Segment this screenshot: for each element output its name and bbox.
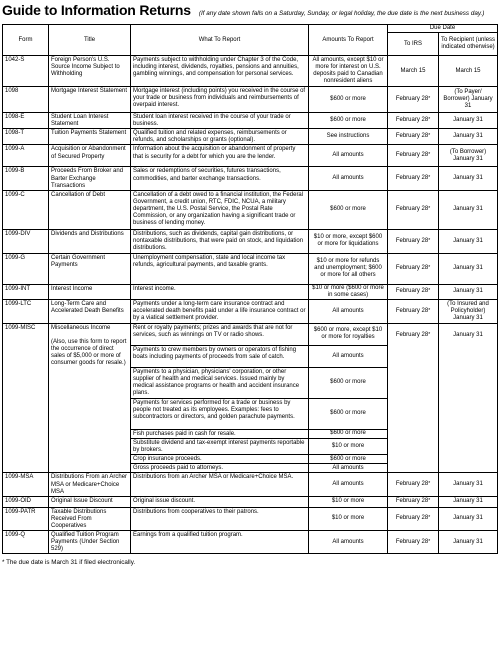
due-to-recipient-text: January 31 [453,538,483,545]
what-to-report-text: Distributions, such as dividends, capital gain distributions, or nontaxable distributions, that were paid on stock, and liquidation distributions. [133,230,304,251]
form-number [3,87,49,113]
what-to-report [131,455,309,464]
due-to-irs [388,507,439,530]
due-to-irs [388,530,439,553]
form-title [49,229,131,253]
what-to-report [131,439,309,455]
header-due-date: Due Date [388,25,498,33]
due-to-irs-text: February 28 [395,96,429,103]
amount-to-report [309,455,388,464]
form-title-text: Tuition Payments Statement [51,130,127,137]
form-title-text: Interest Income [51,285,93,292]
form-number-text: 1098-T [5,130,25,137]
due-to-irs-text: February 28 [395,175,429,182]
form-title-text: Acquisition or Abandonment of Secured Property [51,146,126,160]
what-to-report-text: Payments for services performed for a trade or business by people not treated as its employees. Examples: fees to subcontractors or directors, and golden parachute payments. [133,399,295,421]
due-to-irs [388,145,439,167]
form-title [49,167,131,190]
due-to-recipient-text: (To Payer/ Borrower) January 31 [443,88,493,110]
due-to-recipient-text: January 31 [453,331,483,338]
amount-to-report [309,113,388,129]
page-title: Guide to Information Returns [2,2,191,18]
asterisk-mark: * [428,117,431,124]
what-to-report-text: Rent or royalty payments; prizes and awards that are not for services, such as winnings on TV or radio shows. [133,324,293,339]
amount-to-report [309,167,388,190]
asterisk-mark: * [428,288,431,295]
form-number-text: 1099-DIV [5,230,31,237]
due-to-irs-text: February 28 [395,288,429,295]
amount-to-report [309,299,388,323]
amount-to-report-text: All amounts [332,538,364,545]
amount-to-report [309,530,388,553]
form-title-text: Student Loan Interest Statement [51,114,109,128]
what-to-report-text: Payments to a physician, physicians' corporation, or other supplier of health and medical services. Issued mainly by medical assistance programs or health and accident insurance plans. [133,368,300,397]
due-to-recipient-text: (To Insured and Policyholder) January 31 [447,300,489,321]
what-to-report-text: Cancellation of a debt owed to a financial institution, the Federal Government, a credit union, RTC, FDIC, NCUA, a military department, the U.S. Postal Service, the Postal Rate Commission, or any organization having a significant trade or business of lending money. [133,191,304,227]
amount-to-report-text: $10 or more ($600 or more in some cases) [312,284,384,298]
due-to-recipient [439,190,498,229]
form-number-text: 1042-S [5,57,25,64]
amount-to-report-text: $10 or more [331,443,365,450]
due-to-irs [388,56,439,87]
amount-to-report-text: $600 or more [330,117,366,124]
what-to-report-text: Payments under a long-term care insurance contract and accelerated death benefits paid under a life insurance contract or by a viatical settlement provider. [133,300,306,322]
form-number-text: 1099-B [5,168,25,175]
what-to-report-text: Distributions from an Archer MSA or Medicare+Choice MSA. [133,474,294,481]
what-to-report [131,367,309,398]
form-number [3,253,49,284]
what-to-report-text: Substitute dividend and tax-exempt interest payments reportable by brokers. [133,440,305,454]
due-to-recipient [439,473,498,496]
table-row [3,473,498,496]
due-to-irs-text: February 28 [395,237,429,244]
form-number-text: 1098 [5,88,19,95]
form-number [3,299,49,323]
what-to-report-text: Mortgage interest (including points) you received in the course of your trade or business from individuals and reimbursements of overpaid interest. [133,88,306,109]
amount-to-report [309,464,388,473]
table-row [3,284,498,299]
form-title [49,530,131,553]
form-number-text: 1099-A [5,146,25,153]
due-to-irs [388,323,439,472]
what-to-report [131,507,309,530]
due-to-recipient [439,167,498,190]
amount-to-report [309,284,388,299]
asterisk-mark: * [428,538,431,545]
form-number [3,507,49,530]
amount-to-report [309,473,388,496]
what-to-report [131,56,309,87]
header-title: Title [49,25,131,56]
table-body [3,56,498,554]
form-number [3,496,49,507]
form-title-text: Dividends and Distributions [51,230,124,237]
form-number-text: 1099-LTC [5,300,32,307]
form-title-text: Mortgage Interest Statement [51,88,128,95]
form-title-text: Foreign Person's U.S. Source Income Subject to Withholding [51,57,120,78]
asterisk-mark: * [428,96,431,103]
due-to-irs [388,253,439,284]
due-to-recipient [439,253,498,284]
due-to-recipient-text: January 31 [453,117,483,124]
what-to-report-text: Payments subject to withholding under Chapter 3 of the Code, including interest, dividends, royalties, pensions and annuities, gambling winnings, and compensation for personal services. [133,57,299,78]
header-what-to-report: What To Report [131,25,309,56]
amount-to-report-text: All amounts [332,481,364,487]
form-title-text: Original Issue Discount [51,497,113,504]
table-row [3,253,498,284]
form-number-text: 1099-G [5,254,26,261]
form-title-text: Miscellaneous Income [51,324,111,331]
form-title [49,253,131,284]
form-number [3,229,49,253]
form-number [3,323,49,472]
what-to-report [131,145,309,167]
amount-to-report-text: $600 or more, except $10 or more for royalties [313,327,383,341]
due-to-irs [388,129,439,145]
what-to-report [131,190,309,229]
table-row [3,87,498,113]
amount-to-report-text: All amounts [332,352,364,359]
form-title-text: Certain Government Payments [51,254,106,268]
due-to-recipient [439,113,498,129]
what-to-report-text: Distributions from cooperatives to their patrons. [133,508,259,515]
what-to-report-text: Qualified tuition and related expenses, reimbursements or refunds, and scholarships or grants (optional). [133,130,287,144]
table-row [3,145,498,167]
form-number [3,530,49,553]
table-row [3,323,498,345]
due-to-recipient-text: January 31 [453,133,483,140]
due-to-recipient [439,284,498,299]
form-title-text: Qualified Tuition Program Payments (Under Section 529) [51,531,120,553]
form-title-text: Long-Term Care and Accelerated Death Benefits [51,300,124,315]
what-to-report-text: Unemployment compensation, state and local income tax refunds, agricultural payments, and taxable grants. [133,254,286,268]
table-header [3,25,498,56]
amount-to-report [309,367,388,398]
due-to-recipient [439,496,498,507]
form-number-text: 1099-MSA [5,474,34,481]
asterisk-mark: * [428,481,431,487]
due-to-recipient-text: January 31 [453,288,483,295]
amount-to-report-text: All amounts [332,175,364,182]
form-number-text: 1099-Q [5,531,26,538]
amount-to-report [309,429,388,438]
what-to-report [131,473,309,496]
what-to-report [131,323,309,345]
due-to-recipient [439,323,498,472]
amount-to-report [309,323,388,345]
what-to-report [131,113,309,129]
amount-to-report [309,507,388,530]
asterisk-mark: * [428,265,431,272]
amount-to-report-text: All amounts [332,307,364,314]
amount-to-report [309,345,388,367]
due-to-recipient-text: March 15 [455,67,481,74]
asterisk-mark: * [428,206,431,213]
due-to-recipient [439,507,498,530]
form-number [3,56,49,87]
due-to-irs [388,87,439,113]
information-returns-table [2,24,498,554]
amount-to-report-text: $10 or more for refunds and unemployment; $600 or more for all others [314,258,382,279]
what-to-report-text: Crop insurance proceeds. [133,456,202,463]
table-row [3,56,498,87]
amount-to-report-text: $10 or more, except $600 or more for liquidations [313,234,383,248]
what-to-report-text: Information about the acquisition or abandonment of property that is security for a debt for which you are the lender. [133,146,296,160]
due-to-irs-text: February 28 [395,498,429,505]
what-to-report [131,284,309,299]
due-to-recipient [439,56,498,87]
what-to-report-text: Earnings from a qualified tuition program. [133,531,243,538]
due-to-irs-text: February 28 [395,481,429,487]
due-to-recipient-text: January 31 [453,175,483,182]
due-to-irs-text: February 28 [395,117,429,124]
due-to-irs-text: March 15 [400,67,426,74]
due-to-irs-text: February 28 [395,307,429,314]
table-row [3,129,498,145]
form-number-text: 1098-E [5,114,25,121]
form-title [49,56,131,87]
what-to-report [131,345,309,367]
what-to-report [131,464,309,473]
asterisk-mark: * [428,133,431,140]
form-title [49,284,131,299]
due-to-irs [388,229,439,253]
form-number-text: 1099-INT [5,285,31,292]
form-number [3,284,49,299]
misc-note: (Also, use this form to report the occurrence of direct sales of $5,000 or more of consumer goods for resale.) [51,339,127,367]
due-to-recipient-text: January 31 [453,481,483,487]
amount-to-report [309,145,388,167]
what-to-report [131,496,309,507]
what-to-report [131,129,309,145]
form-title [49,507,131,530]
amount-to-report-text: $600 or more [330,455,366,462]
what-to-report [131,398,309,429]
due-to-irs-text: February 28 [395,152,429,159]
form-title [49,113,131,129]
amount-to-report-text: $600 or more [330,96,366,103]
what-to-report [131,530,309,553]
form-number-text: 1099-PATR [5,508,36,515]
amount-to-report-text: See instructions [326,133,370,140]
form-title [49,299,131,323]
what-to-report [131,253,309,284]
due-to-recipient [439,145,498,167]
what-to-report-text: Sales or redemptions of securities, futures transactions, commodities, and barter exchange transactions. [133,168,281,182]
asterisk-mark: * [428,175,431,182]
amount-to-report [309,398,388,429]
form-title [49,145,131,167]
table-row [3,496,498,507]
form-number [3,113,49,129]
form-title-text: Taxable Distributions Received From Cooperatives [51,508,107,529]
asterisk-mark: * [428,515,431,522]
asterisk-mark: * [428,307,431,314]
form-title [49,190,131,229]
table-row [3,507,498,530]
form-number [3,145,49,167]
amount-to-report [309,87,388,113]
asterisk-mark: * [428,152,431,159]
asterisk-mark: * [428,331,431,338]
due-to-recipient [439,229,498,253]
due-to-recipient [439,87,498,113]
due-to-irs-text: February 28 [395,265,429,272]
table-row [3,113,498,129]
page-subtitle: (If any date shown falls on a Saturday, Sunday, or legal holiday, the due date is the next business day.) [198,10,485,17]
due-to-recipient-text: January 31 [453,498,483,505]
amount-to-report-text: All amounts [332,464,364,471]
due-to-irs [388,113,439,129]
form-title-text: Proceeds From Broker and Barter Exchange Transactions [51,168,124,189]
header-amounts-to-report: Amounts To Report [309,25,388,56]
due-to-irs-text: February 28 [395,206,429,213]
form-title [49,129,131,145]
due-to-irs-text: February 28 [395,331,429,338]
amount-to-report [309,496,388,507]
due-to-recipient [439,129,498,145]
due-to-recipient-text: (To Borrower) January 31 [449,148,487,162]
form-number-text: 1099-OID [5,497,32,504]
due-to-recipient-text: January 31 [453,265,483,272]
what-to-report-text: Gross proceeds paid to attorneys. [133,465,224,472]
amount-to-report [309,439,388,455]
form-number [3,167,49,190]
what-to-report [131,87,309,113]
form-number-text: 1099-MISC [5,324,36,331]
table-row [3,299,498,323]
due-to-irs-text: February 28 [395,515,429,522]
table-row [3,530,498,553]
amount-to-report-text: $10 or more [331,498,365,505]
table-row [3,229,498,253]
what-to-report [131,299,309,323]
form-title [49,87,131,113]
amount-to-report-text: All amounts, except $10 or more for interest on U.S. deposits paid to Canadian nonresident aliens [312,56,384,85]
table-row [3,167,498,190]
amount-to-report-text: All amounts [332,152,364,159]
amount-to-report-text: $600 or more [330,379,366,386]
amount-to-report-text: $600 or more [330,430,366,437]
asterisk-mark: * [428,237,431,244]
due-to-irs [388,496,439,507]
what-to-report [131,229,309,253]
due-to-irs-text: February 28 [395,133,429,140]
amount-to-report-text: $600 or more [330,410,366,417]
due-to-irs [388,284,439,299]
what-to-report-text: Fish purchases paid in cash for resale. [133,430,236,437]
amount-to-report-text: $600 or more [330,206,366,213]
amount-to-report [309,129,388,145]
form-title [49,473,131,496]
amount-to-report-text: $10 or more [331,515,365,522]
due-to-recipient-text: January 31 [453,237,483,244]
page-header [2,0,495,24]
due-to-recipient [439,530,498,553]
what-to-report-text: Payments to crew members by owners or operators of fishing boats including payments of proceeds from sale of catch. [133,346,297,361]
form-title-text: Distributions From an Archer MSA or Medicare+Choice MSA [51,474,128,495]
header-to-irs: To IRS [388,33,439,56]
amount-to-report [309,190,388,229]
amount-to-report [309,229,388,253]
due-to-irs [388,167,439,190]
form-title [49,323,131,472]
what-to-report-text: Original issue discount. [133,497,196,504]
form-title [49,496,131,507]
what-to-report-text: Interest income. [133,285,176,292]
what-to-report-text: Student loan interest received in the course of your trade or business. [133,114,291,128]
form-number [3,129,49,145]
amount-to-report [309,253,388,284]
form-number [3,190,49,229]
form-number-text: 1099-C [5,191,25,198]
due-to-irs-text: February 28 [395,538,429,545]
asterisk-mark: * [428,498,431,505]
table-row [3,190,498,229]
what-to-report [131,429,309,438]
amount-to-report [309,56,388,87]
header-to-recipient: To Recipient (unless indicated otherwise) [439,33,498,56]
due-to-irs [388,190,439,229]
what-to-report [131,167,309,190]
due-to-recipient [439,299,498,323]
footnote: * The due date is March 31 if filed electronically. [2,559,136,567]
header-form: Form [3,25,49,56]
form-number [3,473,49,496]
due-to-recipient-text: January 31 [453,515,483,522]
form-title-text: Cancellation of Debt [51,191,106,198]
due-to-irs [388,299,439,323]
due-to-irs [388,473,439,496]
due-to-recipient-text: January 31 [453,206,483,213]
